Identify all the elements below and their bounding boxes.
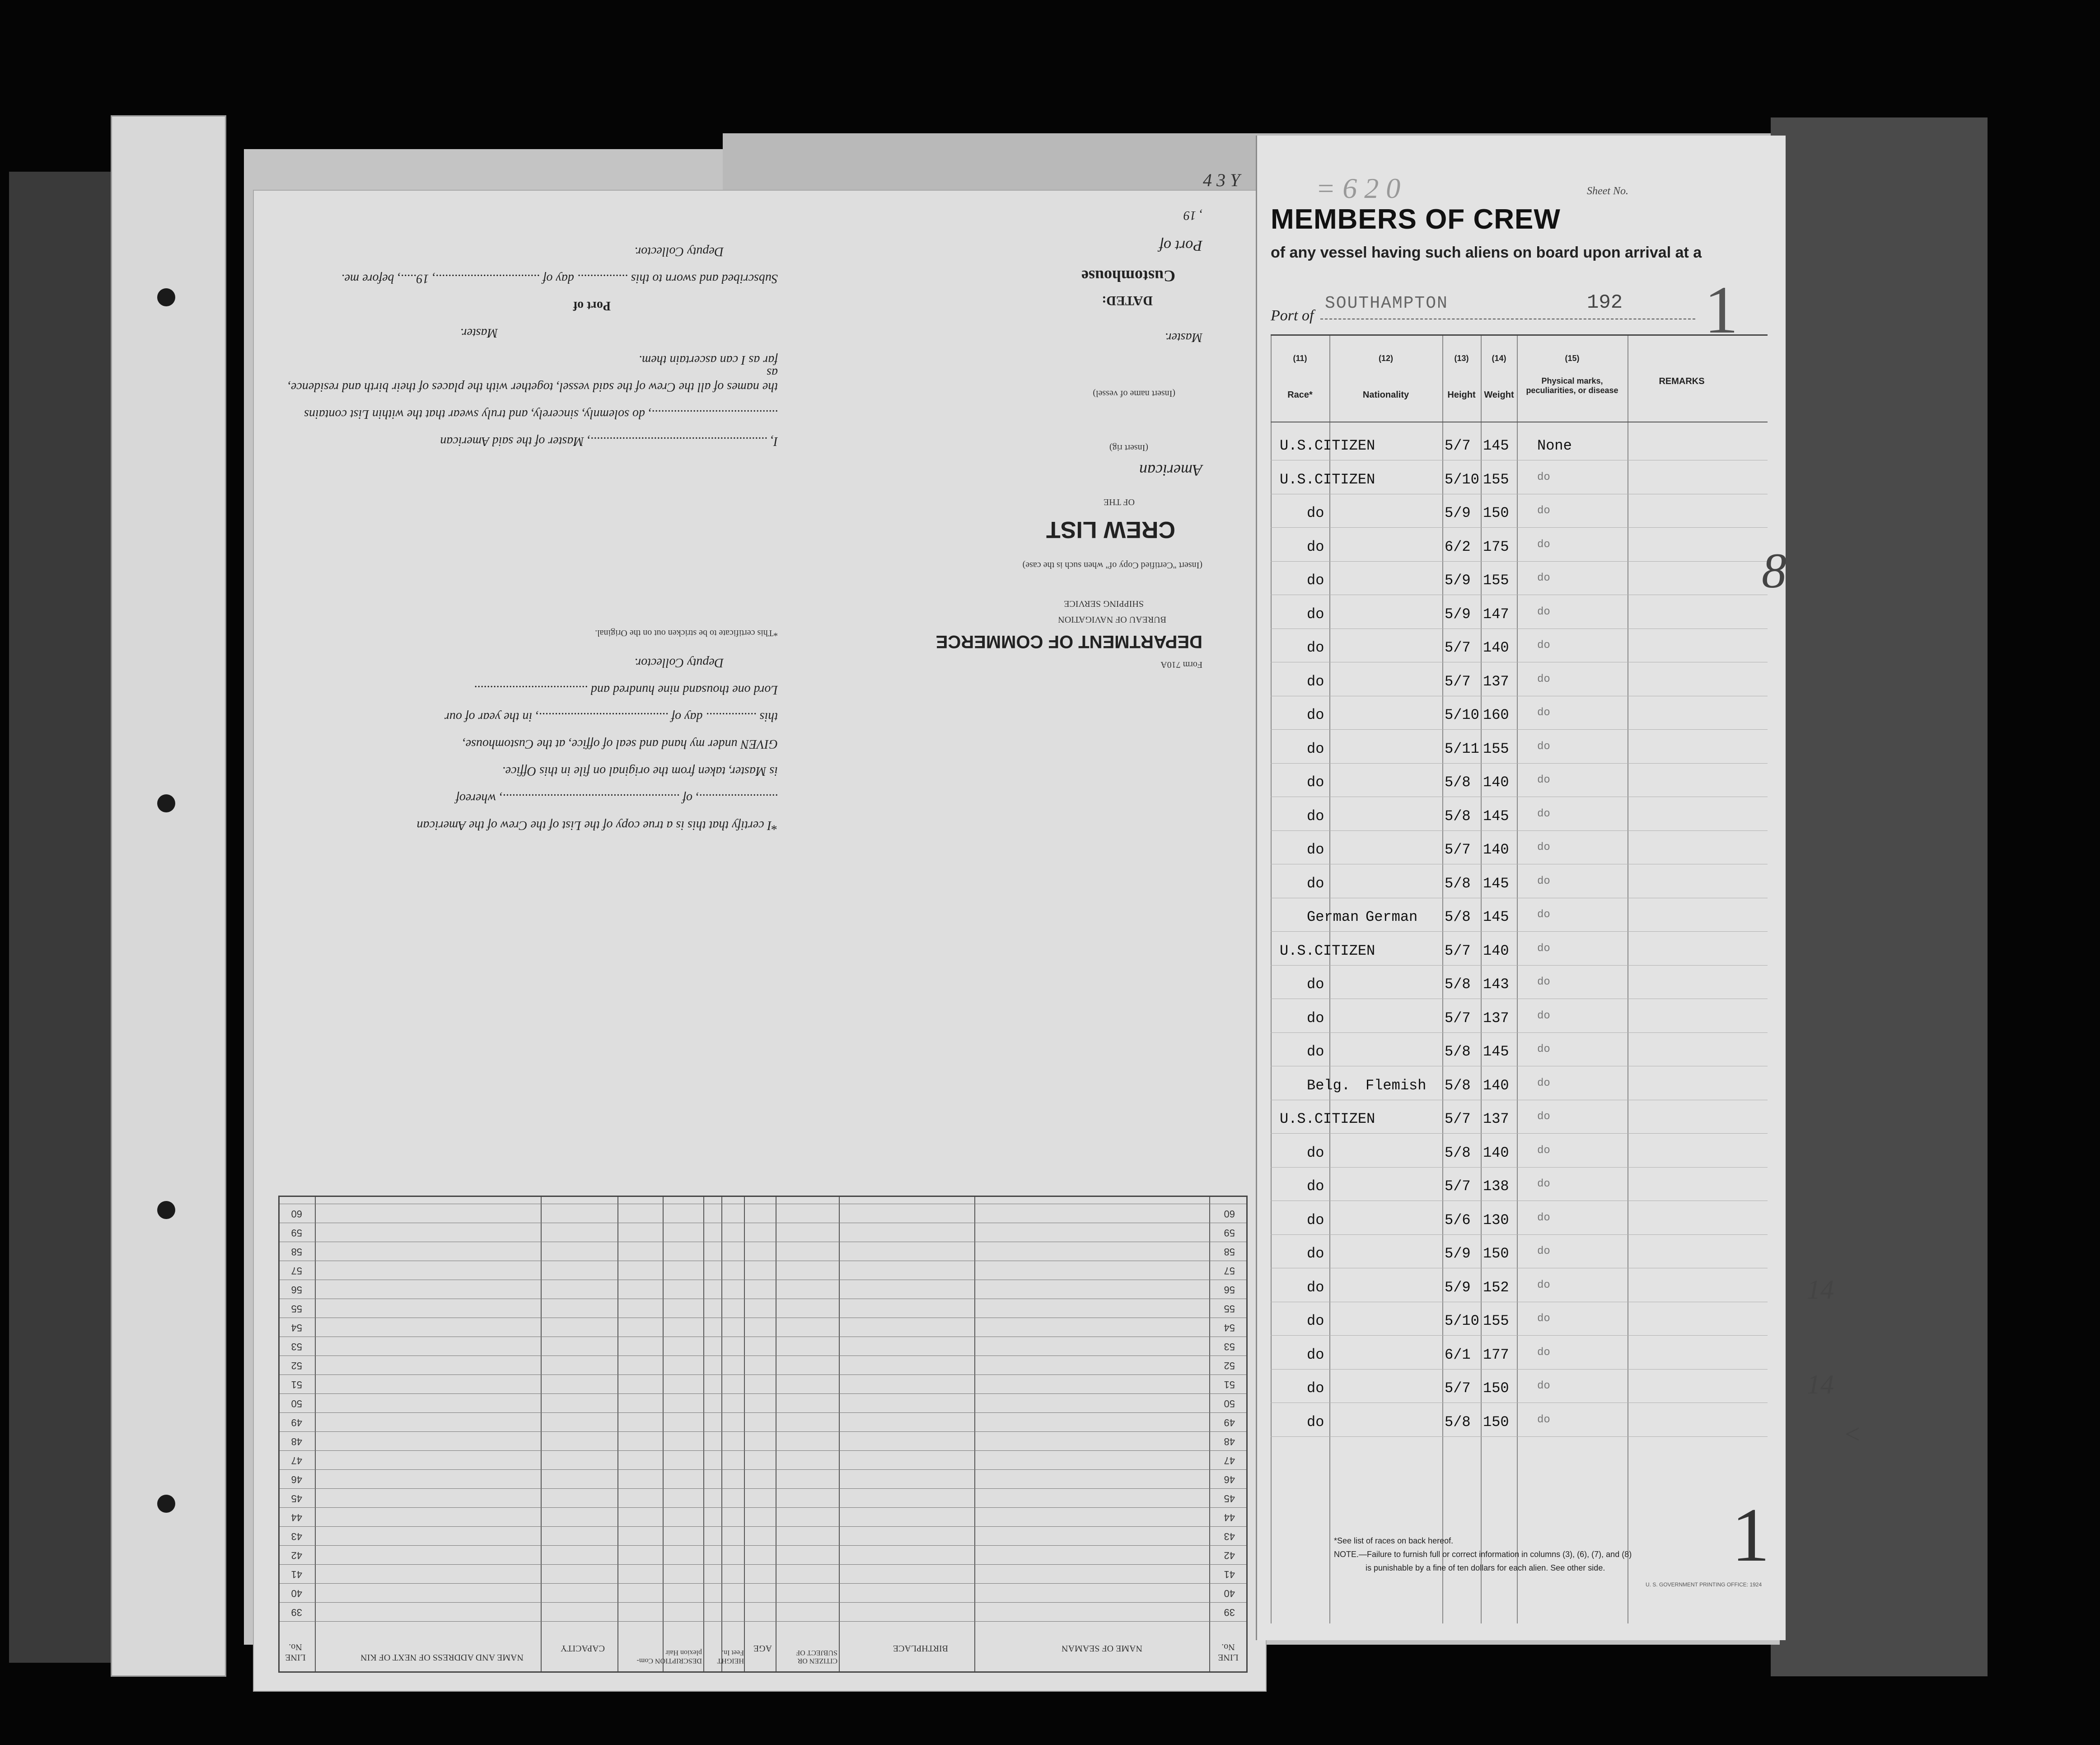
table-row — [1271, 1234, 1768, 1235]
weight-cell: 140 — [1483, 841, 1509, 858]
footnote-penalty: is punishable by a fine of ten dollars for each alien. See other side. — [1366, 1563, 1605, 1572]
margin-note: 8 — [1762, 543, 1787, 598]
table-row — [1271, 1167, 1768, 1168]
oath-line-3: the names of all the Crew of the said vessel, together with the places of their birth and residence, as — [287, 366, 778, 394]
height-cell: 5/7 — [1445, 1380, 1471, 1397]
line-number: 51 — [291, 1379, 302, 1390]
page-subtitle: of any vessel having such aliens on board upon arrival at a — [1271, 244, 1702, 261]
col-number-weight: (14) — [1492, 354, 1506, 363]
certify-line-2: ........................., of ........................................................, whereof — [456, 791, 778, 805]
weight-cell: 140 — [1483, 1077, 1509, 1094]
height-cell: 5/7 — [1445, 841, 1471, 858]
header-description: DESCRIPTION Com-plexion Hair — [636, 1649, 702, 1665]
height-cell: 5/8 — [1445, 774, 1471, 791]
line-number: 47 — [291, 1455, 302, 1466]
weight-cell: 143 — [1483, 976, 1509, 993]
crew-grid — [1271, 334, 1768, 1632]
table-row — [1271, 1436, 1768, 1437]
weight-cell: 155 — [1483, 1313, 1509, 1329]
dated-label: DATED: — [1102, 293, 1153, 308]
table-row — [1271, 763, 1768, 764]
marks-cell: do — [1537, 807, 1550, 820]
line-number: 43 — [291, 1531, 302, 1542]
table-column — [541, 1197, 542, 1671]
binder-hole — [157, 1201, 175, 1219]
handwritten-note: 4 3 Y — [1203, 170, 1240, 190]
header-height: HEIGHT Feet In. — [717, 1649, 744, 1665]
race-cell: U.S.CITIZEN — [1280, 1111, 1375, 1127]
table-column — [721, 1197, 722, 1671]
line-number: 42 — [291, 1550, 302, 1561]
marks-cell: None — [1537, 437, 1572, 454]
weight-cell: 160 — [1483, 707, 1509, 723]
col-header-nationality: Nationality — [1362, 390, 1409, 400]
bureau-name: BUREAU OF NAVIGATION — [1058, 615, 1166, 624]
line-number: 55 — [291, 1303, 302, 1314]
line-number: 59 — [1224, 1227, 1235, 1238]
weight-cell: 152 — [1483, 1279, 1509, 1296]
weight-cell: 155 — [1483, 740, 1509, 757]
table-row — [280, 1412, 1246, 1413]
certify-line-3: is Master, taken from the original on file in this Office. — [502, 764, 778, 778]
height-cell: 5/7 — [1445, 673, 1471, 690]
certify-line-1: *I certify that this is a true copy of the List of the Crew of the American — [416, 818, 778, 832]
height-cell: 5/8 — [1445, 909, 1471, 925]
col-header-height: Height — [1447, 390, 1476, 400]
line-number: 49 — [291, 1417, 302, 1428]
col-header-race: Race* — [1287, 390, 1313, 400]
race-cell: U.S.CITIZEN — [1280, 437, 1375, 454]
line-number: 39 — [291, 1607, 302, 1618]
line-number: 40 — [1224, 1588, 1235, 1599]
marks-cell: do — [1537, 538, 1550, 551]
height-cell: 5/9 — [1445, 605, 1471, 623]
certify-line-6: Lord one thousand nine hundred and .................................... — [473, 683, 778, 697]
race-cell: U.S.CITIZEN — [1280, 471, 1375, 488]
page-title: MEMBERS OF CREW — [1271, 204, 1561, 235]
marks-cell: do — [1537, 1111, 1550, 1123]
crew-list-form — [253, 190, 1267, 1692]
customhouse-label: Customhouse — [1081, 267, 1175, 285]
line-number: 41 — [291, 1569, 302, 1580]
marks-cell: do — [1537, 1009, 1550, 1022]
grid-column — [1517, 336, 1518, 1623]
height-cell: 5/9 — [1445, 572, 1471, 589]
height-cell: 5/11 — [1445, 740, 1479, 757]
weight-cell: 177 — [1483, 1346, 1509, 1363]
race-cell: German — [1307, 909, 1359, 925]
line-number: 48 — [291, 1436, 302, 1447]
marks-cell: do — [1537, 1279, 1550, 1291]
header-citizen: CITIZEN OR SUBJECT OF — [796, 1649, 837, 1665]
line-number: 58 — [291, 1246, 302, 1257]
marks-cell: do — [1537, 1043, 1550, 1055]
race-cell: do — [1307, 1211, 1324, 1229]
col-header-weight: Weight — [1484, 390, 1514, 400]
american-label: American — [1139, 461, 1202, 479]
race-cell: do — [1307, 1413, 1324, 1431]
race-cell: do — [1307, 875, 1324, 892]
marks-cell: do — [1537, 605, 1550, 618]
marks-cell: do — [1537, 875, 1550, 887]
weight-cell: 140 — [1483, 1144, 1509, 1161]
marks-cell: do — [1537, 1313, 1550, 1325]
marks-cell: do — [1537, 639, 1550, 652]
weight-cell: 150 — [1483, 1245, 1509, 1262]
table-column — [1209, 1197, 1210, 1671]
race-cell: do — [1307, 1380, 1324, 1397]
binder-hole — [157, 794, 175, 812]
crew-list-title: CREW LIST — [1046, 516, 1175, 543]
race-cell: do — [1307, 1279, 1324, 1296]
race-cell: do — [1307, 1346, 1324, 1363]
form-number: Form 710A — [1160, 660, 1202, 670]
table-row — [1271, 830, 1768, 831]
marks-cell: do — [1537, 1380, 1550, 1392]
line-number: 51 — [1224, 1379, 1235, 1390]
header-next-of-kin: NAME AND ADDRESS OF NEXT OF KIN — [360, 1652, 524, 1662]
race-cell: do — [1307, 740, 1324, 757]
race-cell: do — [1307, 1009, 1324, 1027]
race-cell: do — [1307, 572, 1324, 589]
table-row — [280, 1431, 1246, 1432]
grid-column — [1442, 336, 1443, 1623]
line-number: 45 — [291, 1493, 302, 1504]
of-the-label: OF THE — [1103, 497, 1135, 507]
line-number: 52 — [1224, 1360, 1235, 1371]
marks-cell: do — [1537, 572, 1550, 584]
race-cell: do — [1307, 1313, 1324, 1329]
height-cell: 5/9 — [1445, 1279, 1471, 1296]
weight-cell: 130 — [1483, 1211, 1509, 1229]
col-number-height: (13) — [1454, 354, 1469, 363]
col-number-nationality: (12) — [1378, 354, 1393, 363]
grid-column — [1329, 336, 1330, 1623]
table-row — [1271, 1369, 1768, 1370]
line-number: 47 — [1224, 1455, 1235, 1466]
weight-cell: 137 — [1483, 1009, 1509, 1027]
insert-name-note: (Insert name of vessel) — [1093, 389, 1175, 399]
col-header-marks: Physical marks, peculiarities, or disease — [1526, 376, 1618, 395]
subscribed-line: Subscribed and sworn to this ................ day of ................................., 19....., before me. — [341, 272, 778, 286]
oath-line-2: ........................................, do solemnly, sincerely, and truly swear that the within List contains — [304, 407, 778, 421]
deputy-collector-label-2: Deputy Collector. — [634, 656, 724, 670]
weight-cell: 145 — [1483, 909, 1509, 925]
table-column — [839, 1197, 840, 1671]
height-cell: 5/8 — [1445, 1144, 1471, 1161]
marks-cell: do — [1537, 942, 1550, 955]
line-number: 54 — [1224, 1322, 1235, 1333]
height-cell: 5/7 — [1445, 1009, 1471, 1027]
header-line-no: LINE No. — [285, 1642, 306, 1662]
master-label: Master. — [1165, 330, 1202, 344]
line-number: 56 — [1224, 1284, 1235, 1295]
col-header-remarks: REMARKS — [1659, 376, 1705, 386]
oath-line-4: far as I can ascertain them. — [639, 353, 778, 367]
weight-cell: 140 — [1483, 774, 1509, 791]
line-number: 44 — [1224, 1512, 1235, 1523]
margin-note: < — [1843, 1419, 1861, 1449]
table-row — [1271, 729, 1768, 730]
weight-cell: 137 — [1483, 1111, 1509, 1127]
marks-cell: do — [1537, 471, 1550, 483]
table-row — [1271, 1133, 1768, 1134]
table-column — [703, 1197, 704, 1671]
height-cell: 5/9 — [1445, 505, 1471, 521]
table-row — [280, 1469, 1246, 1470]
header-line-no-right: LINE No. — [1218, 1642, 1239, 1662]
insert-rig-note: (Insert rig) — [1109, 443, 1148, 453]
weight-cell: 175 — [1483, 538, 1509, 555]
height-cell: 5/10 — [1445, 1313, 1479, 1329]
marks-cell: do — [1537, 774, 1550, 786]
height-cell: 5/7 — [1445, 1178, 1471, 1195]
service-name: SHIPPING SERVICE — [1064, 599, 1144, 609]
table-row — [280, 1621, 1246, 1622]
race-cell: do — [1307, 639, 1324, 656]
marks-cell: do — [1537, 1413, 1550, 1426]
table-row — [280, 1374, 1246, 1375]
header-age: AGE — [753, 1643, 772, 1653]
race-cell: do — [1307, 605, 1324, 623]
table-row — [280, 1545, 1246, 1546]
line-number: 58 — [1224, 1246, 1235, 1257]
weight-cell: 150 — [1483, 1380, 1509, 1397]
weight-cell: 145 — [1483, 1043, 1509, 1060]
weight-cell: 145 — [1483, 875, 1509, 892]
line-number: 60 — [1224, 1208, 1235, 1220]
race-cell: do — [1307, 807, 1324, 825]
race-cell: do — [1307, 976, 1324, 993]
table-row — [280, 1526, 1246, 1527]
table-row — [280, 1450, 1246, 1451]
marks-cell: do — [1537, 673, 1550, 685]
marks-cell: do — [1537, 1144, 1550, 1157]
height-cell: 5/7 — [1445, 942, 1471, 959]
master-signature-label: Master. — [460, 326, 498, 340]
weight-cell: 155 — [1483, 572, 1509, 589]
table-row — [1271, 527, 1768, 528]
sheet-big-number: 1 — [1704, 272, 1738, 347]
nationality-cell: Flemish — [1366, 1077, 1427, 1094]
line-number: 40 — [291, 1588, 302, 1599]
oath-line-1: I, ........................................................, Master of the said American — [440, 434, 778, 448]
marks-cell: do — [1537, 707, 1550, 719]
height-cell: 6/1 — [1445, 1346, 1471, 1363]
margin-note: 14 — [1807, 1275, 1834, 1304]
height-cell: 5/7 — [1445, 639, 1471, 656]
sheet-number-label: Sheet No. — [1587, 185, 1628, 197]
weight-cell: 137 — [1483, 673, 1509, 690]
header-capacity: CAPACITY — [560, 1643, 605, 1653]
table-row — [280, 1564, 1246, 1565]
marks-cell: do — [1537, 909, 1550, 921]
binder-hole — [157, 288, 175, 306]
marks-cell: do — [1537, 1245, 1550, 1257]
race-cell: do — [1307, 1245, 1324, 1262]
line-number: 49 — [1224, 1417, 1235, 1428]
handwritten-note-2: = 6 2 0 — [1316, 172, 1401, 204]
height-cell: 5/8 — [1445, 976, 1471, 993]
table-column — [974, 1197, 975, 1671]
table-column — [315, 1197, 316, 1671]
sheet-big-number-bottom: 1 — [1731, 1492, 1770, 1577]
table-row — [280, 1602, 1246, 1603]
marks-cell: do — [1537, 1077, 1550, 1089]
weight-cell: 138 — [1483, 1178, 1509, 1195]
table-row — [280, 1488, 1246, 1489]
header-birthplace: BIRTHPLACE — [893, 1643, 948, 1653]
col-number-marks: (15) — [1565, 354, 1580, 363]
line-number: 50 — [1224, 1398, 1235, 1409]
height-cell: 6/2 — [1445, 538, 1471, 555]
table-row — [1271, 1335, 1768, 1336]
line-number: 52 — [291, 1360, 302, 1371]
table-row — [1271, 561, 1768, 562]
weight-cell: 147 — [1483, 605, 1509, 623]
binder-hole — [157, 1495, 175, 1513]
crew-list-table — [278, 1196, 1248, 1673]
line-number: 56 — [291, 1284, 302, 1295]
footnote-races: *See list of races on back hereof. — [1334, 1536, 1454, 1545]
height-cell: 5/8 — [1445, 807, 1471, 825]
certify-line-5: this ................ day of ........................................., in the year of our — [444, 710, 778, 724]
race-cell: U.S.CITIZEN — [1280, 942, 1375, 959]
height-cell: 5/8 — [1445, 1043, 1471, 1060]
certified-note: (Insert "Certified Copy of" when such is the case) — [1022, 560, 1202, 570]
line-number: 41 — [1224, 1569, 1235, 1580]
strike-note: *This certificate to be stricken out on the Original. — [595, 628, 778, 638]
race-cell: do — [1307, 538, 1324, 555]
marks-cell: do — [1537, 1211, 1550, 1224]
table-row — [280, 1583, 1246, 1584]
line-number: 43 — [1224, 1531, 1235, 1542]
marks-cell: do — [1537, 976, 1550, 988]
height-cell: 5/8 — [1445, 1413, 1471, 1431]
table-column — [663, 1197, 664, 1671]
table-row — [280, 1507, 1246, 1508]
certify-line-4: GIVEN under my hand and seal of office, at the Customhouse, — [462, 737, 778, 751]
binder-strip — [111, 115, 226, 1677]
binder-board-right — [1771, 117, 1988, 1676]
margin-note: 14 — [1807, 1370, 1834, 1399]
marks-cell: do — [1537, 1346, 1550, 1359]
height-cell: 5/8 — [1445, 1077, 1471, 1094]
line-number: 48 — [1224, 1436, 1235, 1447]
weight-cell: 155 — [1483, 471, 1509, 488]
line-number: 53 — [291, 1341, 302, 1352]
year-value: 192 — [1587, 291, 1623, 314]
race-cell: do — [1307, 841, 1324, 858]
header-name-of-seaman: NAME OF SEAMAN — [1062, 1643, 1142, 1653]
deputy-collector-label: Deputy Collector. — [634, 244, 724, 258]
line-number: 60 — [291, 1208, 302, 1220]
line-number: 45 — [1224, 1493, 1235, 1504]
height-cell: 5/8 — [1445, 875, 1471, 892]
race-cell: do — [1307, 1144, 1324, 1161]
height-cell: 5/10 — [1445, 471, 1479, 488]
grid-column — [1271, 336, 1272, 1623]
race-cell: do — [1307, 505, 1324, 521]
height-cell: 5/7 — [1445, 1111, 1471, 1127]
line-number: 57 — [1224, 1265, 1235, 1276]
marks-cell: do — [1537, 740, 1550, 753]
footnote-note: NOTE.—Failure to furnish full or correct information in columns (3), (6), (7), and (8) — [1334, 1550, 1632, 1559]
height-cell: 5/7 — [1445, 437, 1471, 454]
line-number: 46 — [291, 1474, 302, 1485]
table-column — [617, 1197, 618, 1671]
line-number: 55 — [1224, 1303, 1235, 1314]
printer-imprint: U. S. GOVERNMENT PRINTING OFFICE: 1924 — [1646, 1581, 1762, 1588]
line-number: 59 — [291, 1227, 302, 1238]
table-row — [1271, 1032, 1768, 1033]
table-row — [1271, 931, 1768, 932]
line-number: 50 — [291, 1398, 302, 1409]
race-cell: do — [1307, 1043, 1324, 1060]
department-name: DEPARTMENT OF COMMERCE — [935, 632, 1202, 652]
weight-cell: 140 — [1483, 639, 1509, 656]
port-of-label-2: Port of — [573, 299, 611, 313]
marks-cell: do — [1537, 841, 1550, 854]
weight-cell: 145 — [1483, 807, 1509, 825]
line-number: 57 — [291, 1265, 302, 1276]
table-row — [280, 1393, 1246, 1394]
race-cell: Belg. — [1307, 1077, 1351, 1094]
marks-cell: do — [1537, 1178, 1550, 1190]
table-column — [744, 1197, 745, 1671]
port-label: Port of — [1271, 307, 1314, 324]
height-cell: 5/6 — [1445, 1211, 1471, 1229]
race-cell: do — [1307, 1178, 1324, 1195]
marks-cell: do — [1537, 505, 1550, 517]
grid-column — [1481, 336, 1482, 1623]
line-number: 53 — [1224, 1341, 1235, 1352]
weight-cell: 140 — [1483, 942, 1509, 959]
line-number: 39 — [1224, 1607, 1235, 1618]
line-number: 54 — [291, 1322, 302, 1333]
weight-cell: 150 — [1483, 505, 1509, 521]
weight-cell: 145 — [1483, 437, 1509, 454]
line-number: 42 — [1224, 1550, 1235, 1561]
port-value: SOUTHAMPTON — [1325, 294, 1448, 313]
year-label: , 19 — [1183, 208, 1202, 222]
race-cell: do — [1307, 774, 1324, 791]
port-of-label: Port of — [1159, 237, 1202, 254]
race-cell: do — [1307, 707, 1324, 723]
height-cell: 5/9 — [1445, 1245, 1471, 1262]
col-number-race: (11) — [1293, 354, 1307, 363]
race-cell: do — [1307, 673, 1324, 690]
line-number: 46 — [1224, 1474, 1235, 1485]
line-number: 44 — [291, 1512, 302, 1523]
nationality-cell: German — [1366, 909, 1418, 925]
weight-cell: 150 — [1483, 1413, 1509, 1431]
table-row — [1271, 965, 1768, 966]
height-cell: 5/10 — [1445, 707, 1479, 723]
